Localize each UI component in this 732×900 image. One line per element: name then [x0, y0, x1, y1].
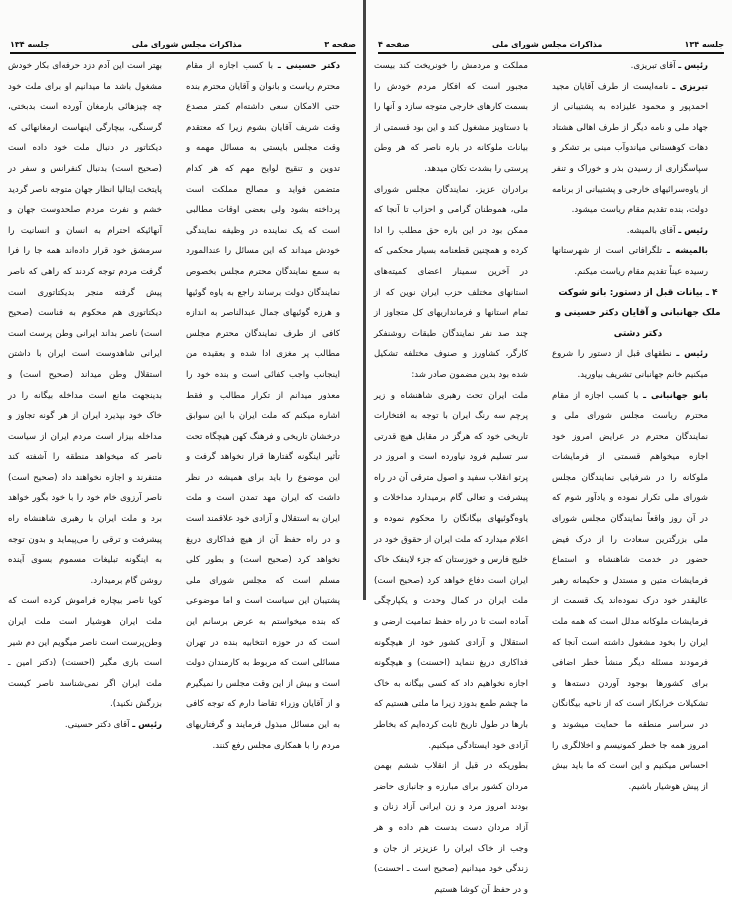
- paragraph-text: مملکت و مردمش را خونریخت کند بیست مجبور است که افکار مردم خودش را بسمت کارهای خارجی متوجه سازد و آنها را با دستاویز مشغول کند و این بود قسمتی از بیانات ملوکانه در باره ناصر که هر وطن پرستی را بشدت تکان میدهد.: [374, 61, 528, 174]
- running-title: مذاکرات مجلس شورای ملی: [492, 39, 603, 49]
- text-column: [552, 56, 724, 797]
- speaker-name: رئیس ـ: [678, 61, 708, 71]
- paragraph: [374, 386, 544, 757]
- paragraph: [374, 756, 544, 900]
- speaker-name: بالمیشه ـ: [666, 246, 709, 257]
- paragraph: [552, 56, 724, 77]
- paragraph: [186, 56, 356, 756]
- text-column: [186, 56, 356, 756]
- paragraph: [8, 715, 178, 736]
- text-column: [8, 56, 178, 736]
- paragraph-text: برادران عزیز، نمایندگان مجلس شورای ملی، هموطنان گرامی و احزاب تا آنجا که ممکن بود در این باره حق مطلب را ادا کرده و همچنین قطعنامه بسیار محکمی که در آخرین سمینار اعضای کمیته‌های استانهای مختلف حزب ایران نوین که از تمام استانها و فرمانداریهای کل متجاوز از چند صد نفر نمایندگان طبقات روشنفکر کارگر، کشاورز و صنوف مختلفه تشکیل شده بود بدین مضمون صادر شد:: [374, 184, 528, 380]
- paragraph-text: تلگرافاتی است از شهرستانها رسیده عیناً تقدیم مقام ریاست میکنم.: [552, 246, 708, 277]
- page-number: صفحه ۳: [324, 39, 356, 49]
- left-page: [0, 0, 364, 751]
- speaker-name: رئیس ـ: [676, 349, 708, 360]
- paragraph-text: نطقهای قبل از دستور را شروع میکنیم خانم جهانبانی تشریف بیاورید.: [552, 349, 708, 380]
- section-title: ۴ ـ بیانات قبل از دستور: بانو شوکت ملک جهانبانی و آقایان دکتر حسینی و دکتر دشتی: [555, 287, 721, 339]
- paragraph-text: آقای بالمیشه.: [626, 225, 679, 236]
- paragraph: [552, 77, 724, 221]
- paragraph-text: بطوریکه در قبل از انقلاب ششم بهمن مردان کشور برای مبارزه و جانبازی حاضر بودند امروز مرد و زن ایرانی آزاد زنان و آزاد مردان دست بدست هم داده و هر وجب از خاک ایران را عزیزتر از جان و زندگی خود میدانیم (صحیح است ـ احسنت) و در حفظ آن کوشا هستیم: [374, 761, 528, 895]
- paragraph-text: با کسب اجازه از مقام محترم ریاست و بانوان و آقایان محترم بنده حتی الامکان سعی داشته‌ام کمتر مصدع وقت شریف آقایان بشوم زیرا که معتقدم وقت مجلس بایستی به مسائل مهمه و تدوین و تنقیح لوایح مهم که هر کدام متضمن فواید و مصالح مملکت است پرداخته بشود ولی بعضی اوقات مطالبی است که یک نماینده در وظیفه نمایندگی خودش میداند که این مسائل را عندالمورد به سمع نمایندگان محترم مجلس بخصوص نمایندگان دولت برساند راجع به یاوه گوئیها و هرزه گوئیهای جمال عبدالناصر به اندازه کافی از طرف نمایندگان محترم مجلس مطالب پر مغزی ادا شده و بعقیده من اینجانب واجب کفائی است و بنده خود را معذور میدانم از تکرار مطالب و فقط اشاره میکنم که ملت ایران با این سوابق درخشان تاریخی و فرهنگ کهن هیچگاه تحت تأثیر اینگونه گفتارها قرار نخواهد گرفت و این موضوع را باید برای همیشه در نظر داشت که ایران مهد تمدن است و ملت ایران به استقلال و آزادی خود علاقمند است و در راه حفظ آن از هیچ فداکاری دریغ نخواهد کرد (صحیح است) و بطور کلی مسلم است که مجلس شورای ملی پشتیبان این سیاست است و اما موضوعی که بنده میخواستم به عرض برسانم این است که در حوزه انتخابیه بنده در تهران مسائلی است که مربوط به کارمندان دولت است و بیش از این وقت مجلس را نمیگیرم و از آقایان وزراء تقاضا دارم که توجه کافی به این مسائل مبذول فرمایند و گرفتاریهای مردم را با همکاری مجلس رفع کنند.: [186, 61, 340, 751]
- paragraph: [8, 591, 178, 715]
- paragraph-text: با کسب اجازه از مقام محترم ریاست مجلس شورای ملی و نمایندگان محترم در عرایض امروز خود اجازه میخواهم قسمتی از فرمایشات ملوکانه را در شرفیابی نمایندگان مجلس شورای ملی تکرار نموده و یادآور شوم که در آن روز واقعاً نمایندگان مجلس شورای ملی بزرگترین سعادت را از درک فیض حضور در خدمت شاهنشاه و استماع فرمایشات متین و مستدل و حکیمانه رهبر عالیقدر خود درک نموده‌اند یک قسمت از فرمایشات ملوکانه مدلل است که همه ملت ایران را بخود مشغول داشته است آنجا که فرمودند مسئله دیگر منشأ خطر اضافی برای کشورها بوجود آوردن دسته‌ها و تشکیلات خرابکار است که از ناحیه بیگانگان در سراسر منطقه ما حمایت میشوند و امروز همه جا خطر کمونیسم و اخلالگری را احساس میکنیم و این است که ما باید بیش از پیش هوشیار باشیم.: [552, 390, 708, 792]
- paragraph: [374, 56, 544, 180]
- text-column: [374, 56, 544, 900]
- speaker-name: دکتر حسینی ـ: [277, 61, 340, 71]
- paragraph: [552, 386, 724, 798]
- speaker-name: بانو جهانبانی ـ: [643, 390, 709, 401]
- page-header: [10, 38, 356, 54]
- session-number: جلسه ۱۳۴: [10, 39, 50, 49]
- running-title: مذاکرات مجلس شورای ملی: [131, 39, 242, 49]
- paragraph-text: کویا ناصر بیچاره فراموش کرده است که ملت ایران هوشیار است ملت ایران وطن‌پرست است ناصر میگویم این دم شیر است بازی مگیر (احسنت) (دکتر امین ـ ملت ایران اگر نمی‌شناسد ناصر کیست بزرگش نکنید).: [8, 596, 162, 710]
- speaker-name: رئیس ـ: [678, 225, 708, 236]
- page-number: صفحه ۴: [378, 39, 410, 49]
- paragraph-text: آقای دکتر حسینی.: [64, 720, 133, 730]
- paragraph-text: نامه‌ایست از طرف آقایان مجید احمدپور و محمود علیزاده به پشتیبانی از جهاد ملی و نامه دیگر از طرف اهالی هشتاد دهات کوهستانی میاندوآب مبنی بر تشکر و سپاسگزاری از رسیدن بذر و خوراک و تنفر از یاوه‌سرائیهای خارجی و پشتیبانی از برنامه دولت، بنده تقدیم مقام ریاست میشود.: [552, 81, 708, 216]
- speaker-name: رئیس ـ: [132, 720, 162, 730]
- paragraph: [8, 56, 178, 591]
- paragraph: [552, 221, 724, 242]
- session-number: جلسه ۱۳۴: [684, 39, 724, 49]
- page-header: [378, 38, 724, 54]
- paragraph-text: بهتر است این آدم دزد حرفه‌ای بکار خودش مشغول باشد ما میدانیم او برای ملت خود چه چیزهائی بارمغان آورده است بدبختی، گرسنگی، بیچارگی اینهاست ارمغانهائی که دیکتاتور در دنبال ملت خود داده است (صحیح است) بدنبال کنفرانس و سفر در پایتخت ایتالیا انظار جهان متوجه ناصر گردید خشم و نفرت مردم صلحدوست جهان و آنهائیکه احترام به انسان و انسانیت را سرمشق خود قرار داده‌اند همه جا را فرا گرفت مردم توجه کردند که راهی که ناصر پیش گرفته منجر بدیکتاتوری است دیکتاتوری هم محکوم به فناست (صحیح است) ناصر بداند ایرانی وطن پرست است ایرانی شاهدوست است ایران با داشتن استقلال وطن میداند (صحیح است) و بدینجهت مانع است مداخله بیگانه را در خاک خود بپذیرد ایران از هر گونه تجاوز و مداخله بیزار است مردم ایران از سیاست ناصر که میخواهد منطقه را آشفته کند متنفرند و اجازه نخواهند داد (صحیح است) ناصر آرزوی خام خود را با خود بگور خواهد برد و ملت ایران با رهبری شاهنشاه راه پیشرفت و ترقی را می‌پیماید و بدون توجه به اینگونه تبلیغات مسموم بسوی آینده روشن گام برمیدارد.: [8, 61, 162, 586]
- paragraph: [552, 344, 724, 385]
- speaker-name: تبریزی ـ: [672, 81, 708, 92]
- paragraph: [552, 241, 724, 282]
- paragraph-text: ملت ایران تحت رهبری شاهنشاه و زیر پرچم سه رنگ ایران با توجه به افتخارات تاریخی خود که هرگز در مقابل هیچ قدرتی سر تسلیم فرود نیاورده است و امروز در پرتو انقلاب سفید و اصول مترقی آن در راه پیشرفت و تعالی گام برمیدارد مداخلات و یاوه‌گوئیهای بیگانگان را محکوم نموده و اعلام میدارد که ملت ایران از حقوق خود در خلیج فارس و خوزستان که جزء لاینفک خاک ایران است دفاع خواهد کرد (صحیح است) ملت ایران در کمال وحدت و یکپارچگی آماده است تا در راه حفظ تمامیت ارضی و استقلال و آزادی کشور خود از هیچگونه فداکاری دریغ ننماید (احسنت) و هیچگونه اجازه نخواهیم داد که کسی بیگانه به خاک ما چشم طمع بدوزد زیرا ما ملتی هستیم که بارها در طول تاریخ ثابت کرده‌ایم که بخاطر آزادی خود ایستادگی میکنیم.: [374, 390, 528, 751]
- paragraph: [374, 180, 544, 386]
- right-page: [366, 0, 732, 895]
- paragraph-text: آقای تبریزی.: [630, 61, 679, 71]
